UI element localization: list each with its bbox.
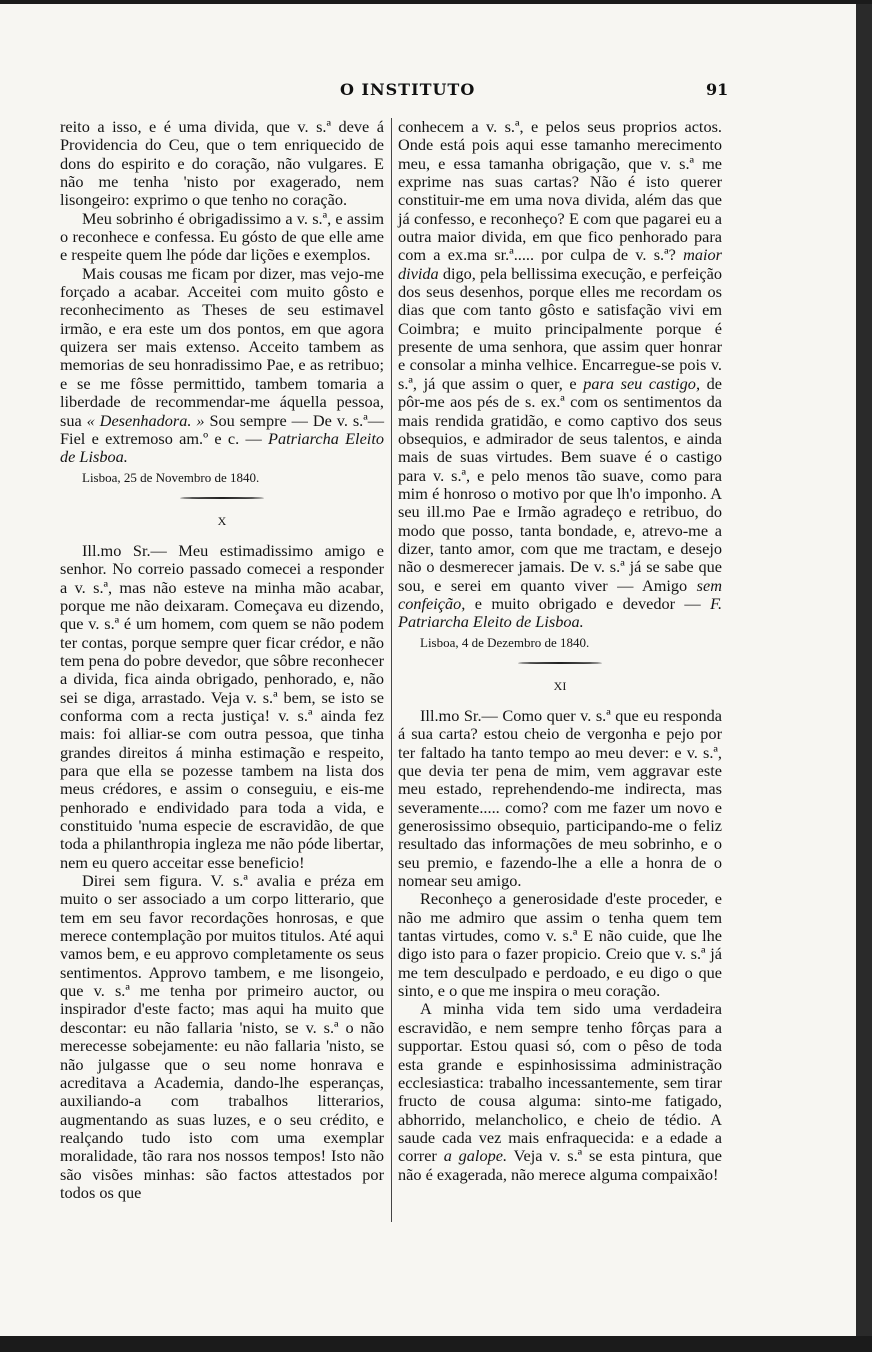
paragraph: Ill.mo Sr.— Meu estimadissimo amigo e senhor. No correio passado comecei a responder a v. s.ª, mas não esteve na minha mão acabar, porque me não deixaram. Começava eu dizendo, que v. s.ª é um homem, com quem se não podem ter contas, porque sempre quer ficar crédor, e não tem pena do pobre devedor, que sôbre reconhecer a divida, fica ainda obrigado, penhorado, e, não sei se diga, arrastado. Veja v. s.ª bem, se isto se conforma com a recta justiça! v. s.ª ainda fez mais: foi alliar-se com outra pessoa, que tinha grandes direitos á minha estimação e respeito, para que ella se pozesse tambem na lista dos meus crédores, e assim o conseguiu, e eis-me penhorado e endividado para toda a vida, e constituido 'numa especie de escravidão, de que toda a philanthropia ingleza me não póde libertar, nem eu quero acceitar esse beneficio! [60,540,384,872]
paragraph: Reconheço a generosidade d'este proceder, e não me admiro que assim o tenha quem tem tantas virtudes, como v. s.ª E não cuide, que lhe digo isto para o fazer propicio. Creio que v. s.ª já me tem desculpado e perdoado, e eu digo o que sinto, e o que me inspira o meu coração. [398,889,722,1001]
paragraph: Meu sobrinho é obrigadissimo a v. s.ª, e assim o reconhece e confessa. Eu gósto de que elle ame e respeite quem lhe póde dar lições e exemplos. [60,208,384,265]
left-column [60,118,384,1202]
column-rule [391,118,392,1222]
paragraph: Direi sem figura. V. s.ª avalia e préza em muito o ser associado a um corpo litterario, que tem em seu favor recordações honrosas, e que merece contemplação por muitos titulos. Até aqui vamos bem, e eu approvo completamente os seus sentimentos. Approvo tambem, e me lisongeio, que v. s.ª me tenha por primeiro auctor, ou inspirador d'este facto; mas aqui ha muito que descontar: eu não fallaria 'nisto, se v. s.ª o não merecesse sobejamente: eu não fallaria 'nisto, se não julgasse que o seu nome honrava e acreditava a Academia, dando-lhe esperanças, auxiliando-a com trabalhos litterarios, augmentando as suas luzes, e o seu crédito, e realçando tudo isto com uma exemplar moralidade, tão rara nos nossos tempos! Isto não são visões minhas: são factos attestados por todos os que [60,871,384,1202]
running-title: O INSTITUTO [340,80,476,99]
letter-date: Lisboa, 4 de Dezembro de 1840. [420,634,590,650]
paragraph: Mais cousas me ficam por dizer, mas vejo-me forçado a acabar. Acceitei com muito gôsto e reconhecimento as Theses de seu estimavel irmão, e era este um dos pontos, em que agora quizera ser mais extenso. Acceito tambem as memorias de seu honradissimo Pae, e as retribuo; e se me fôsse permittido, tambem tomaria a liberdade de recommendar-me áquella pessoa, sua « Desenhadora. » Sou sempre — De v. s.ª— Fiel e extremoso am.º e c. — Patriarcha Eleito de Lisboa. [60,263,384,467]
page-number: 91 [706,80,729,99]
section-divider [60,492,384,504]
letter-number: XI [553,678,567,693]
paragraph: Ill.mo Sr.— Como quer v. s.ª que eu responda á sua carta? estou cheio de vergonha e pejo por ter faltado ha tanto tempo ao meu dever: e v. s.ª, que devia ter pena de mim, vem aggravar este meu estado, reprehendendo-me indirecta, mas severamente..... como? com me fazer um novo e generosissimo obsequio, participando-me o feliz resultado das informações de meu sobrinho, e o seu premio, e fazendo-lhe a elle a honra de o nomear seu amigo. [398,705,722,891]
italic-text: « Desenhadora. » [86,410,205,430]
signature: F. Patriarcha Eleito de Lisboa. [398,593,723,632]
paragraph: A minha vida tem sido uma verdadeira escravidão, e nem sempre tenho fôrças para a supportar. Estou quasi só, com o pêso de toda esta grande e espinhosissima administração ecclesiastica: trabalho incessantemente, sem tirar fructo de cousa alguma: sinto-me fatigado, abhorrido, melancholico, e cheio de tédio. A saude cada vez mais enfraquecida: e a edade a correr a galope. Veja v. s.ª se esta pintura, que não é exagerada, não merece alguma compaixão! [398,999,723,1184]
paragraph: reito a isso, e é uma divida, que v. s.ª deve á Providencia do Ceu, que o tem enriquecido de dons do espirito e do coração, não vulgares. E não me tenha 'nisto por exagerado, nem lisongeiro: exprimo o que tenho no coração. [60,117,384,210]
section-divider [398,657,722,669]
signature: Patriarcha Eleito de Lisboa. [60,428,384,467]
letter-date: Lisboa, 25 de Novembro de 1840. [82,469,260,485]
page-edge [856,4,872,1336]
paragraph: conhecem a v. s.ª, e pelos seus proprios actos. Onde está pois aqui esse tamanho merecimento meu, e essa tamanha obrigação, que v. s.ª me exprime nas suas cartas? Não é isto querer constituir-me em uma nova divida, além das que já confesso, e reconheço? E com que pagarei eu a outra maior divida, em que fico penhorado para com a ex.ma sr.ª..... por culpa de v. s.ª? maior divida digo, pela bellissima execução, e perfeição dos seus desenhos, porque elles me recordam os dias que com tanto gôsto e satisfação vivi em Coimbra; e muito principalmente porque é presente de uma senhora, que assim quer honrar e consolar a minha velhice. Encarregue-se pois v. s.ª, já que assim o quer, e para seu castigo, de pôr-me aos pés de s. ex.ª com os sentimentos da mais rendida gratidão, e como captivo dos seus obsequios, e admirador de seus talentos, e ainda mais de suas virtudes. Bem suave é o castigo para v. s.ª, e pelo menos tão suave, como para mim é honroso o motivo por que lh'o imponho. A seu ill.mo Pae e Irmão agradeço e retribuo, do modo que posso, tanta bondade, e, atrevo-me a dizer, tanto amor, com que me tractam, e desejo não o desmerecer jamais. De v. s.ª já se sabe que sou, e serei em quanto viver — Amigo sem confeição, e muito obrigado e devedor — F. Patriarcha Eleito de Lisboa. [398,117,723,632]
book-page [0,4,856,1336]
page-header [0,80,856,108]
letter-number: X [217,513,227,528]
right-column [398,118,722,1184]
